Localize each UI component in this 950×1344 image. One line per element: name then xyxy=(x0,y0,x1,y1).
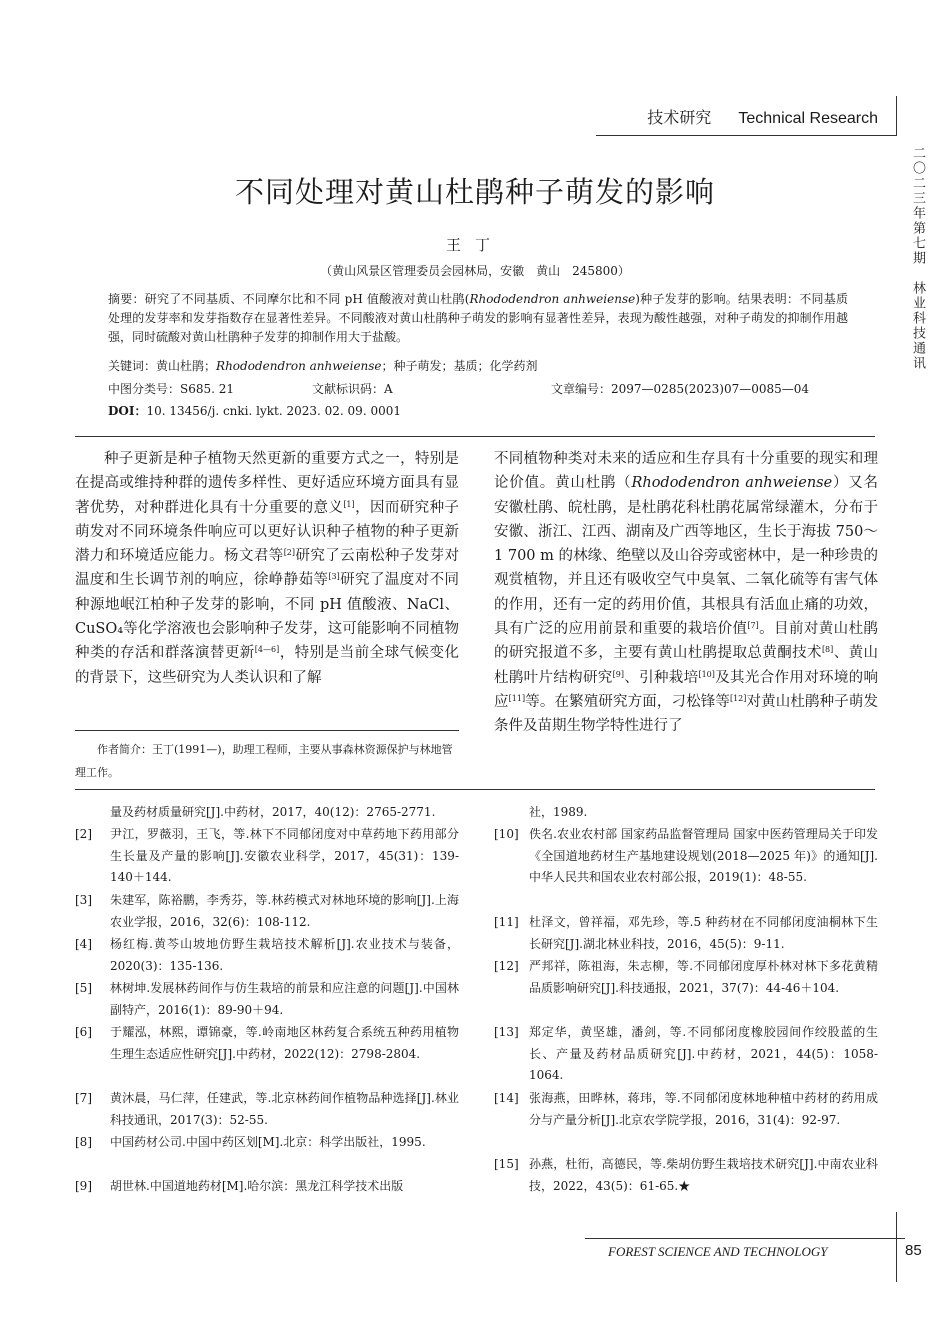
reference-item xyxy=(75,802,459,824)
abstract xyxy=(108,290,848,347)
citation: [11] xyxy=(508,693,526,703)
running-head xyxy=(647,105,878,128)
header-rule xyxy=(596,135,896,136)
latin-species-name: Rhododendron anhweiense xyxy=(631,475,833,492)
reference-item xyxy=(494,824,878,889)
abstract-text-2: )种子发芽的影响。结果表明：不同基质处理的发芽率和发芽指数存在显著性差异。不同酸液对黄山杜鹃种子萌发的影响有显著性差异，表现为酸性越强，对种子萌发的抑制作用越强，同时硫酸对黄山杜鹃种子发芽的抑制作用大于盐酸。 xyxy=(108,292,848,344)
doi xyxy=(108,402,401,419)
body-text: ，因而研究种子萌发对不同环境条件响应可以更好认识种子植物的种子更新潜力和环境适应能力。杨文君等 xyxy=(75,499,459,565)
reference-text: 严邦祥，陈祖海，朱志柳，等.不同郁闭度厚朴林对林下多花黄精品质影响研究[J].科技通报，2021，37(7)：44-46＋104. xyxy=(529,959,878,995)
reference-item xyxy=(494,802,878,824)
keywords-text-2: ；种子萌发；基质；化学药剂 xyxy=(381,359,538,373)
running-head-section-zh: 技术研究 xyxy=(647,108,712,127)
footer-rule xyxy=(585,1238,905,1239)
reference-number: [3] xyxy=(75,893,92,907)
reference-text: 林树坤.发展林药间作与仿生栽培的前景和应注意的问题[J].中国林副特产，2016(1)：89-90＋94. xyxy=(110,981,459,1017)
reference-number: [8] xyxy=(75,1135,92,1149)
author-bio-footnote: 作者简介：王丁(1991—)，助理工程师，主要从事森林资源保护与林地管理工作。 xyxy=(75,743,453,779)
article-author: 王丁 xyxy=(445,236,504,254)
doi-label: DOI： xyxy=(108,404,147,418)
citation: [12] xyxy=(729,693,747,703)
reference-number: [2] xyxy=(75,827,92,841)
reference-item xyxy=(75,1022,459,1065)
reference-item xyxy=(494,1088,878,1131)
keywords-label: 关键词： xyxy=(108,359,157,373)
reference-number: [14] xyxy=(494,1091,519,1105)
reference-item xyxy=(494,912,878,955)
abstract-divider xyxy=(75,436,875,437)
body-text: 、黄山杜鹃叶片结构研究 xyxy=(494,645,878,686)
reference-number: [10] xyxy=(494,827,519,841)
body-text: ，特别是当前全球气候变化的背景下，这些研究为人类认识和了解 xyxy=(75,645,460,686)
body-text: 及其光合作用对环境的响应 xyxy=(494,669,879,710)
reference-item xyxy=(75,1176,459,1198)
author-affiliation: （黄山风景区管理委员会园林局，安徽 黄山 245800） xyxy=(320,264,630,278)
reference-text: 尹江，罗薇羽，王飞，等.林下不同郁闭度对中草药地下药用部分生长量及产量的影响[J].安徽农业科学，2017，45(31)：139-140＋144. xyxy=(110,827,459,885)
body-text: 对黄山杜鹃种子萌发条件及苗期生物学特性进行了 xyxy=(494,693,879,735)
reference-text: 郑定华，黄坚雄，潘剑，等.不同郁闭度橡胶园间作绞股蓝的生长、产量及药材品质研究[J].中药材，2021，44(5)：1058-1064. xyxy=(529,1025,878,1083)
footnote-divider xyxy=(75,730,459,731)
citation: [8] xyxy=(821,645,834,655)
document-code: 文献标识码：A xyxy=(312,382,393,396)
reference-item xyxy=(75,824,459,889)
reference-text: 中国药材公司.中国中药区划[M].北京：科学出版社，1995. xyxy=(110,1135,426,1149)
keywords xyxy=(108,357,848,374)
keywords-text-1: 黄山杜鹃； xyxy=(156,359,217,373)
reference-number: [12] xyxy=(494,959,519,973)
issue-side-label: 二〇二三年第七期 林业科技通讯 xyxy=(910,146,925,371)
reference-text: 黄沐晨，马仁萍，任建武，等.北京林药间作植物品种选择[J].林业科技通讯，2017(3)：52-55. xyxy=(110,1091,459,1127)
clc-number: 中图分类号：S685. 21 xyxy=(108,382,235,396)
reference-number: [13] xyxy=(494,1025,519,1039)
abstract-latin-name: Rhododendron anhweiense xyxy=(469,292,636,306)
page-number: 85 xyxy=(905,1242,922,1259)
reference-item xyxy=(75,1088,459,1131)
references-divider xyxy=(75,789,875,790)
body-text: 研究了温度对不同种源地岷江柏种子发芽的影响，不同 pH 值酸液、NaCl、CuSO₄等化学溶液也会影响种子发芽，这可能影响不同植物种类的存活和群落演替更新 xyxy=(75,572,459,662)
citation: [9] xyxy=(612,669,624,679)
body-text: 研究了云南松种子发芽对温度和生长调节剂的响应，徐峥静茹等 xyxy=(75,548,459,589)
article-title: 不同处理对黄山杜鹃种子萌发的影响 xyxy=(234,175,715,209)
reference-text: 杨红梅.黄芩山坡地仿野生栽培技术解析[J].农业技术与装备，2020(3)：135-136. xyxy=(110,937,459,973)
citation: [7] xyxy=(747,621,759,631)
reference-text: 量及药材质量研究[J].中药材，2017，40(12)：2765-2771. xyxy=(110,805,436,819)
running-head-section-en: Technical Research xyxy=(738,110,878,127)
reference-number: [6] xyxy=(75,1025,92,1039)
reference-item xyxy=(494,1154,878,1197)
reference-number: [9] xyxy=(75,1179,92,1193)
body-text: 、引种栽培 xyxy=(623,669,699,686)
body-column-right xyxy=(494,447,878,739)
footer-rule-vertical xyxy=(896,1212,897,1282)
reference-item xyxy=(75,890,459,933)
reference-number: [15] xyxy=(494,1157,519,1171)
reference-text: 胡世林.中国道地药材[M].哈尔滨：黑龙江科学技术出版 xyxy=(110,1179,404,1193)
reference-item xyxy=(75,1132,459,1154)
reference-text: 朱建军，陈裕鹏，李秀芬，等.林药模式对林地环境的影响[J].上海农业学报，2016，32(6)：108-112. xyxy=(110,893,459,929)
abstract-label: 摘要： xyxy=(108,292,145,306)
journal-name-footer: FOREST SCIENCE AND TECHNOLOGY xyxy=(608,1244,828,1259)
reference-number: [11] xyxy=(494,915,519,929)
reference-text: 杜泽文，曾祥福，邓先珍，等.5 种药材在不同郁闭度油桐林下生长研究[J].湖北林业科技，2016，45(5)：9-11. xyxy=(529,915,878,951)
reference-item xyxy=(75,978,459,1021)
reference-number: [7] xyxy=(75,1091,92,1105)
body-text: ）又名安徽杜鹃、皖杜鹃，是杜鹃花科杜鹃花属常绿灌木，分布于安徽、浙江、江西、湖南及广西等地区，生长于海拔 750～1 700 m 的林缘、绝壁以及山谷旁或密林中，是一种珍贵的观赏植物，并且还有吸收空气中臭氧、二氧化硫等有害气体的作用，还有一定的药用价值，其根具有活血止痛的功效，具有广泛的应用前景和重要的栽培价值 xyxy=(494,475,879,638)
reference-text: 佚名.农业农村部 国家药品监督管理局 国家中医药管理局关于印发《全国道地药材生产基地建设规划(2018—2025 年)》的通知[J].中华人民共和国农业农村部公报，2019(1)：48-55. xyxy=(529,827,878,885)
reference-item xyxy=(75,934,459,977)
citation: [3] xyxy=(328,572,340,582)
citation: [4—6] xyxy=(254,645,280,655)
doi-value: 10. 13456/j. cnki. lykt. 2023. 02. 09. 0001 xyxy=(146,404,401,418)
body-text: 不同植物种类对未来的适应和生存具有十分重要的现实和理论价值。黄山杜鹃（ xyxy=(494,451,878,492)
reference-number: [5] xyxy=(75,981,92,995)
abstract-text-1: 研究了不同基质、不同摩尔比和不同 pH 值酸液对黄山杜鹃( xyxy=(144,292,470,306)
citation: [2] xyxy=(283,548,296,558)
body-column-left xyxy=(75,447,459,690)
keywords-latin-name: Rhododendron anhweiense xyxy=(216,359,382,373)
header-rule-vertical xyxy=(896,96,897,136)
reference-text: 于耀泓，林熙，谭锦豪，等.岭南地区林药复合系统五种药用植物生理生态适应性研究[J].中药材，2022(12)：2798-2804. xyxy=(110,1025,459,1061)
article-number: 文章编号：2097—0285(2023)07—0085—04 xyxy=(551,382,810,396)
reference-item xyxy=(494,1022,878,1087)
reference-text: 孙燕，杜衎，高德民，等.柴胡仿野生栽培技术研究[J].中南农业科技，2022，43(5)：61-65.★ xyxy=(529,1157,878,1193)
citation: [1] xyxy=(343,499,355,509)
reference-number: [4] xyxy=(75,937,92,951)
body-text: 等。在繁殖研究方面，刁松锋等 xyxy=(525,693,730,710)
reference-text: 张海燕，田晔林，蒋玮，等.不同郁闭度林地种植中药材的药用成分与产量分析[J].北京农学院学报，2016，31(4)：92-97. xyxy=(529,1091,878,1127)
body-text: 种子更新是种子植物天然更新的重要方式之一，特别是在提高或维持种群的遗传多样性、更好适应环境方面具有显著优势，对种群进化具有十分重要的意义 xyxy=(75,451,459,516)
reference-item xyxy=(494,956,878,999)
body-text: 。目前对黄山杜鹃的研究报道不多，主要有黄山杜鹃提取总黄酮技术 xyxy=(494,621,878,662)
citation: [10] xyxy=(698,669,715,679)
reference-text: 社，1989. xyxy=(529,805,588,819)
